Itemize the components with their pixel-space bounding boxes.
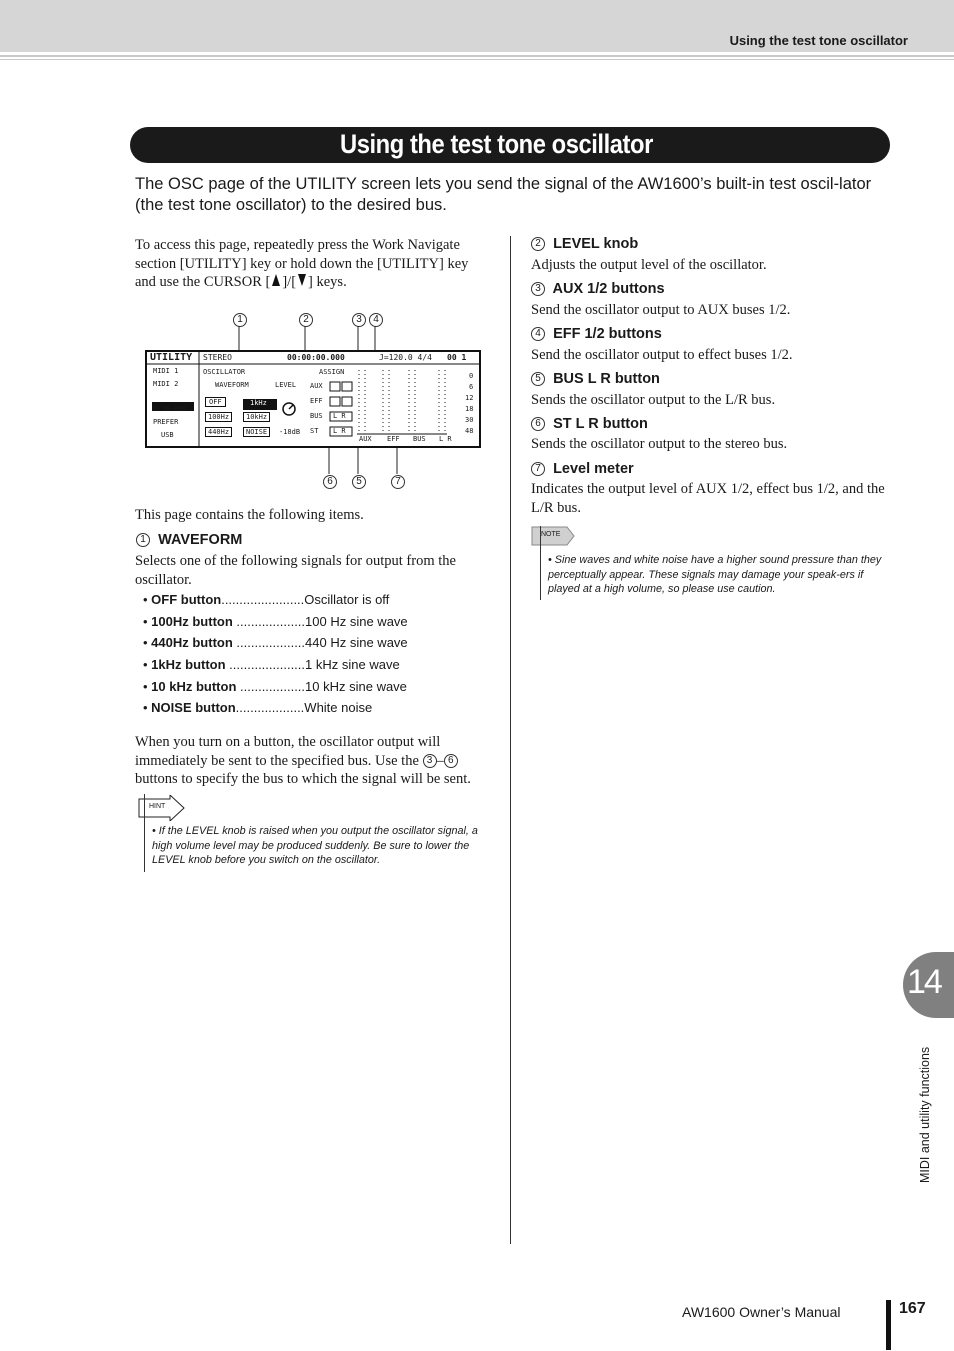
lcd-section-label: OSCILLATOR [203, 368, 246, 376]
bullet-dots: .................. [236, 678, 306, 694]
lcd-btn-1khz: 1kHz [250, 399, 267, 407]
item-2-description: Adjusts the output level of the oscillator. [531, 257, 767, 273]
list-item: • OFF button.......................Oscillator is off [143, 592, 390, 607]
item-5-heading [531, 371, 660, 387]
bullet-dots: ....................... [221, 592, 305, 607]
lcd-topbar-stereo: STEREO [203, 353, 232, 362]
callout-number: 7 [391, 475, 405, 489]
lcd-btn-noise: NOISE [243, 427, 270, 437]
item-6-description: Sends the oscillator output to the stereo bus. [531, 436, 788, 452]
item-2-heading [531, 236, 638, 252]
usage-ref-to: 6 [444, 754, 458, 768]
hint-rule [144, 794, 145, 872]
lcd-tab-usb: USB [161, 431, 174, 439]
bullet-dots: ................... [232, 635, 306, 651]
access-text-3: ] keys. [308, 274, 347, 290]
bullet-value: Oscillator is off [304, 592, 390, 607]
item-4-heading [531, 326, 662, 342]
item-1-description: Selects one of the following signals for output from the oscillator. [135, 553, 456, 588]
note-body: Sine waves and white noise have a higher sound pressure than they perceptually appear. These signals may damage your speak-ers if played at a high volume, so please use caution. [548, 554, 882, 595]
item-number: 2 [531, 237, 545, 251]
lcd-scale-18: 18 [465, 405, 474, 413]
callout-number: 2 [299, 313, 313, 327]
hint-label: HINT [149, 803, 166, 810]
lcd-topbar-time: 00:00:00.000 [287, 353, 345, 362]
lcd-tab-osc: OSC [161, 392, 174, 400]
lcd-title: UTILITY [150, 352, 193, 363]
lcd-tab-midi1: MIDI 1 [153, 367, 179, 375]
item-7-heading [531, 461, 634, 477]
lcd-screen [145, 350, 481, 448]
lcd-topbar-bar: 00 1 [447, 353, 467, 362]
usage-text-2: buttons to specify the bus to which the signal will be sent. [135, 771, 471, 787]
usage-text-1: When you turn on a button, the oscillator output will immediately be sent to the specified bus. Use the [135, 734, 441, 769]
item-title: BUS L R button [553, 371, 660, 387]
list-item: • 100Hz button ...................100 Hz sine wave [143, 613, 408, 629]
callout-number: 3 [352, 313, 366, 327]
item-number: 5 [531, 372, 545, 386]
running-head: Using the test tone oscillator [729, 33, 908, 48]
lcd-tab-dinhdd: D.IN-HDD [153, 405, 187, 413]
lcd-level-value: -18dB [279, 428, 301, 436]
bullet-value: 1 kHz sine wave [305, 657, 400, 673]
lcd-topbar-tempo: J=120.0 4/4 [379, 353, 432, 362]
item-number: 6 [531, 417, 545, 431]
lcd-bus-st: ST [310, 427, 319, 435]
bullet-dots: ................... [235, 700, 305, 716]
lcd-scale-30: 30 [465, 416, 474, 424]
page-number: 167 [899, 1300, 926, 1317]
lcd-bus-lr: L R [333, 412, 346, 420]
lcd-level-label: LEVEL [275, 381, 297, 389]
bullet-dots: ................... [232, 613, 306, 629]
chapter-label: MIDI and utility functions [918, 1046, 932, 1183]
lcd-st-lr: L R [333, 427, 346, 435]
usage-ref-from: 3 [423, 754, 437, 768]
item-3-description: Send the oscillator output to AUX buses 1/2. [531, 302, 791, 318]
callout-number: 5 [352, 475, 366, 489]
lcd-scale-6: 6 [469, 383, 474, 391]
list-item: • 10 kHz button ..................10 kHz sine wave [143, 678, 407, 694]
note-text: • Sine waves and white noise have a higher sound pressure than they perceptually appear. These signals may damage your speak-ers if played at a high volume, so please use caution. [548, 554, 882, 595]
callout-number: 4 [369, 313, 383, 327]
bullet-name: 440Hz button [151, 635, 233, 651]
lcd-scale-0: 0 [469, 372, 474, 380]
item-4-description: Send the oscillator output to effect buses 1/2. [531, 347, 793, 363]
lcd-bus-aux: AUX [310, 382, 323, 390]
lcd-waveform-label: WAVEFORM [215, 381, 249, 389]
lcd-meter-aux: AUX [359, 435, 372, 443]
list-item: • 1kHz button .....................1 kHz sine wave [143, 657, 400, 673]
lcd-btn-440hz: 440Hz [205, 427, 232, 437]
access-text-1: To access this page, repeatedly press the Work Navigate section [UTILITY] key or hold down the [UTILITY] key and use the CURSOR [ [135, 237, 469, 290]
item-number: 4 [531, 327, 545, 341]
lcd-scale-12: 12 [465, 394, 474, 402]
waveform-list [143, 592, 493, 722]
intro-paragraph: The OSC page of the UTILITY screen lets you send the signal of the AW1600’s built-in test oscil-lator (the test tone oscillator) to the desired bus. [135, 175, 872, 214]
bullet-name: NOISE button [151, 700, 236, 716]
footer-manual-name: AW1600 Owner’s Manual [682, 1304, 841, 1320]
bullet-value: White noise [304, 700, 373, 716]
item-number: 3 [531, 282, 545, 296]
item-title: EFF 1/2 buttons [553, 326, 662, 342]
lcd-btn-off: OFF [205, 397, 226, 407]
bullet-name: 10 kHz button [151, 678, 237, 694]
bullet-name: 100Hz button [151, 613, 233, 629]
hint-body: If the LEVEL knob is raised when you output the oscillator signal, a high volume level may be produced suddenly. Be sure to lower the LEVEL knob before you switch on the oscillator. [152, 825, 478, 866]
item-number: 7 [531, 462, 545, 476]
item-title: Level meter [553, 461, 634, 477]
lcd-tab-midi2: MIDI 2 [153, 380, 179, 388]
item-6-heading [531, 416, 648, 432]
note-rule [540, 526, 541, 600]
item-number: 1 [136, 533, 150, 547]
bullet-value: 440 Hz sine wave [305, 635, 408, 651]
item-title: AUX 1/2 buttons [552, 281, 665, 297]
item-3-heading [531, 281, 665, 297]
lcd-bus-eff: EFF [310, 397, 323, 405]
item-title: LEVEL knob [553, 236, 639, 252]
lcd-scale-48: 48 [465, 427, 474, 435]
item-1-heading [136, 532, 242, 548]
contains-text: This page contains the following items. [135, 507, 364, 523]
item-title: ST L R button [553, 416, 648, 432]
item-5-description: Sends the oscillator output to the L/R bus. [531, 392, 776, 408]
list-item: • NOISE button...................White noise [143, 700, 373, 716]
bullet-name: OFF button [151, 592, 222, 607]
lcd-btn-100hz: 100Hz [205, 412, 232, 422]
bullet-value: 10 kHz sine wave [305, 678, 407, 694]
hint-text: • If the LEVEL knob is raised when you output the oscillator signal, a high volume level may be produced suddenly. Be sure to lower the LEVEL knob before you switch on the oscillator. [152, 825, 478, 866]
lcd-assign-label: ASSIGN [319, 368, 345, 376]
usage-dash: – [436, 752, 444, 769]
usage-paragraph [135, 733, 495, 789]
bullet-value: 100 Hz sine wave [305, 613, 408, 629]
bullet-dots: ..................... [225, 657, 306, 673]
list-item: • 440Hz button ...................440 Hz sine wave [143, 635, 408, 651]
access-text-2: ]/[ [282, 274, 297, 290]
footer-bar [886, 1300, 891, 1350]
page-title: Using the test tone oscillator [340, 129, 653, 159]
bullet-name: 1kHz button [151, 657, 226, 673]
lcd-bus-bus: BUS [310, 412, 323, 420]
item-title: WAVEFORM [158, 532, 243, 548]
callout-number: 1 [233, 313, 247, 327]
note-label: NOTE [541, 531, 561, 538]
callout-number: 6 [323, 475, 337, 489]
lcd-tab-prefer: PREFER [153, 418, 179, 426]
lcd-meter-lr: L R [439, 435, 452, 443]
lcd-meter-bus: BUS [413, 435, 426, 443]
lcd-meter-eff: EFF [387, 435, 400, 443]
lcd-btn-10khz: 10kHz [243, 412, 270, 422]
chapter-number: 14 [907, 963, 941, 1001]
item-7-description: Indicates the output level of AUX 1/2, effect bus 1/2, and the L/R bus. [531, 481, 885, 516]
